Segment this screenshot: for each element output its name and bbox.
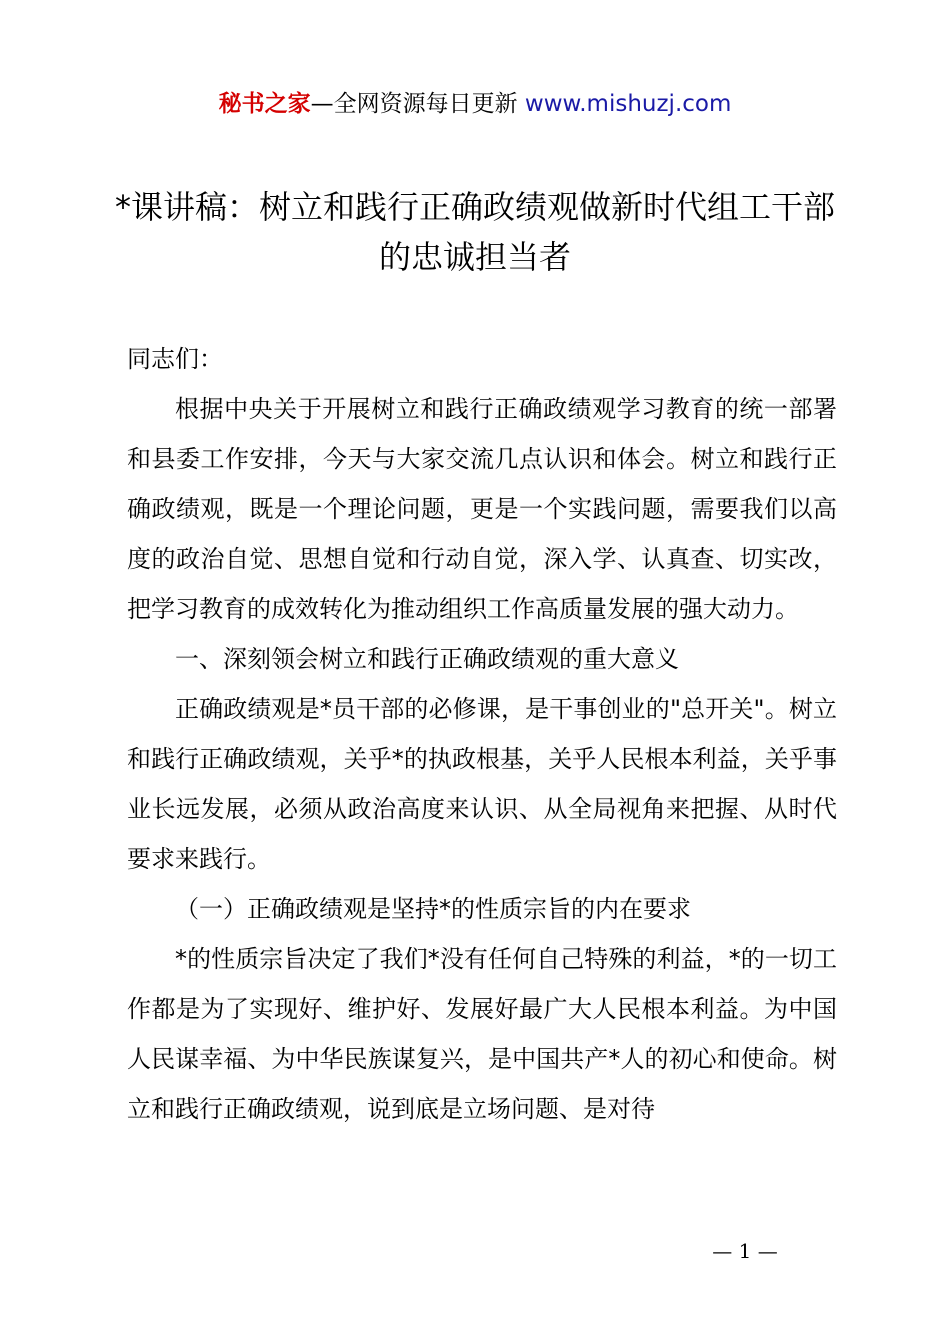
paragraph-section-1: 正确政绩观是*员干部的必修课，是干事创业的"总开关"。树立和践行正确政绩观，关乎*的执政根基，关乎人民根本利益，关乎事业长远发展，必须从政治高度来认识、从全局视角来把握、从时代要求来践行。 [127, 695, 837, 873]
section-heading-1: 一、深刻领会树立和践行正确政绩观的重大意义 [175, 645, 679, 673]
paragraph-subsection-1: *的性质宗旨决定了我们*没有任何自己特殊的利益，*的一切工作都是为了实现好、维护好、发展好最广大人民根本利益。为中国人民谋幸福、为中华民族谋复兴，是中国共产*人的初心和使命。树立和践行正确政绩观，说到底是立场问题、是对待 [127, 945, 837, 1123]
header-tagline: —全网资源每日更新 [310, 91, 525, 117]
page-number: — 1 — [712, 1239, 778, 1263]
brand-name: 秘书之家 [218, 91, 311, 117]
site-url-link[interactable]: www.mishuzj.com [524, 91, 732, 117]
subsection-heading-1: （一）正确政绩观是坚持*的性质宗旨的内在要求 [175, 895, 691, 923]
paragraph-intro: 根据中央关于开展树立和践行正确政绩观学习教育的统一部署和县委工作安排，今天与大家交流几点认识和体会。树立和践行正确政绩观，既是一个理论问题，更是一个实践问题，需要我们以高度的政治自觉、思想自觉和行动自觉，深入学、认真查、切实改，把学习教育的成效转化为推动组织工作高质量发展的强大动力。 [127, 395, 837, 623]
salutation: 同志们： [127, 345, 223, 373]
document-title: *课讲稿：树立和践行正确政绩观做新时代组工干部的忠诚担当者 [114, 188, 835, 276]
document-body [127, 334, 837, 1134]
site-header [0, 86, 950, 122]
